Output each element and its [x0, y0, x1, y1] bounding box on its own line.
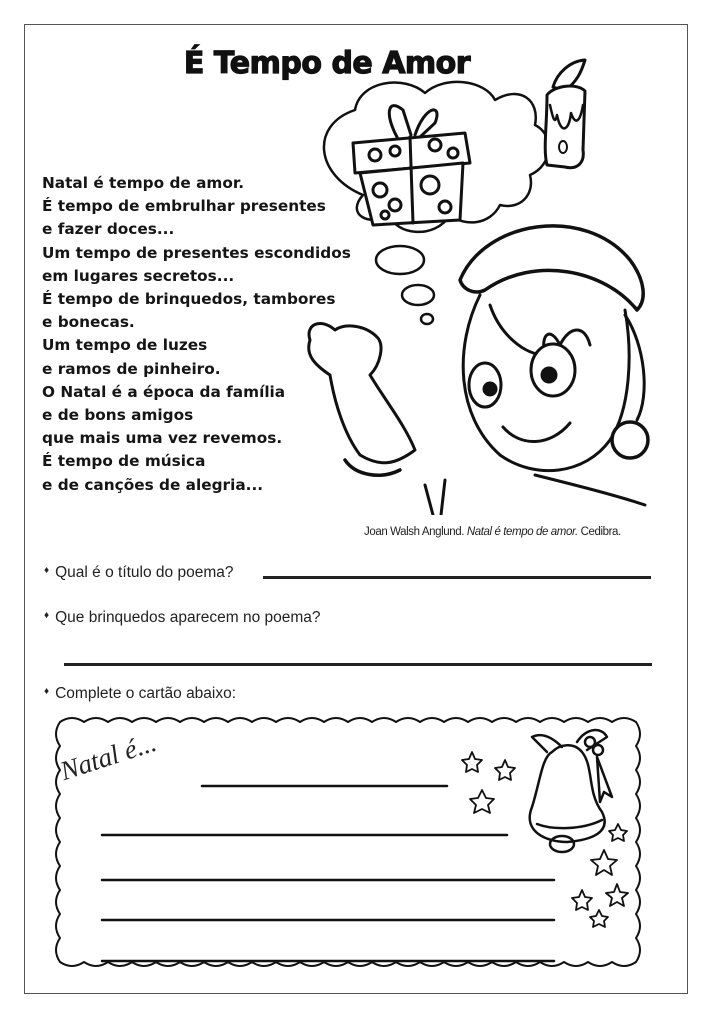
poem-line: Um tempo de presentes escondidos — [42, 243, 351, 262]
question-3 — [44, 685, 236, 703]
question-text: Qual é o título do poema? — [55, 564, 234, 581]
child-with-santa-hat-icon — [309, 226, 648, 515]
poem-line: e fazer doces... — [42, 220, 175, 239]
poem-line: Natal é tempo de amor. — [42, 174, 245, 192]
question-2 — [44, 609, 321, 627]
poem-line: e bonecas. — [42, 313, 135, 332]
question-text: Complete o cartão abaixo: — [55, 685, 237, 702]
citation-author: Joan Walsh Anglund. — [364, 526, 465, 538]
poem-line: e ramos de pinheiro. — [42, 359, 221, 378]
poem-line: Um tempo de luzes — [42, 336, 208, 355]
card-label: Natal é... — [56, 726, 160, 787]
citation — [364, 526, 621, 538]
diamond-bullet-icon: ♦ — [44, 610, 50, 622]
citation-work: Natal é tempo de amor. — [466, 526, 578, 538]
poem-line: que mais uma vez revemos. — [42, 429, 283, 448]
bell-icon — [530, 730, 612, 852]
gift-box-icon — [353, 106, 470, 225]
diamond-bullet-icon: ♦ — [44, 686, 50, 698]
question-text: Que brinquedos aparecem no poema? — [55, 609, 321, 626]
question-1 — [44, 564, 233, 582]
poem-line: O Natal é a época da família — [42, 382, 286, 401]
answer-line-2[interactable] — [64, 663, 652, 666]
poem-line: e de bons amigos — [42, 406, 194, 425]
poem-line: É tempo de brinquedos, tambores — [42, 290, 336, 309]
answer-line-1[interactable] — [263, 576, 651, 579]
poem-line: É tempo de música — [42, 452, 206, 471]
candle-icon — [545, 60, 585, 168]
diamond-bullet-icon: ♦ — [44, 565, 50, 577]
poem-line: e de canções de alegria... — [42, 475, 264, 494]
poem — [42, 172, 351, 497]
poem-line: em lugares secretos... — [42, 266, 235, 285]
page-title: É Tempo de Amor — [183, 46, 471, 81]
citation-publisher: Cedibra. — [580, 526, 621, 538]
poem-line: É tempo de embrulhar presentes — [42, 197, 326, 216]
